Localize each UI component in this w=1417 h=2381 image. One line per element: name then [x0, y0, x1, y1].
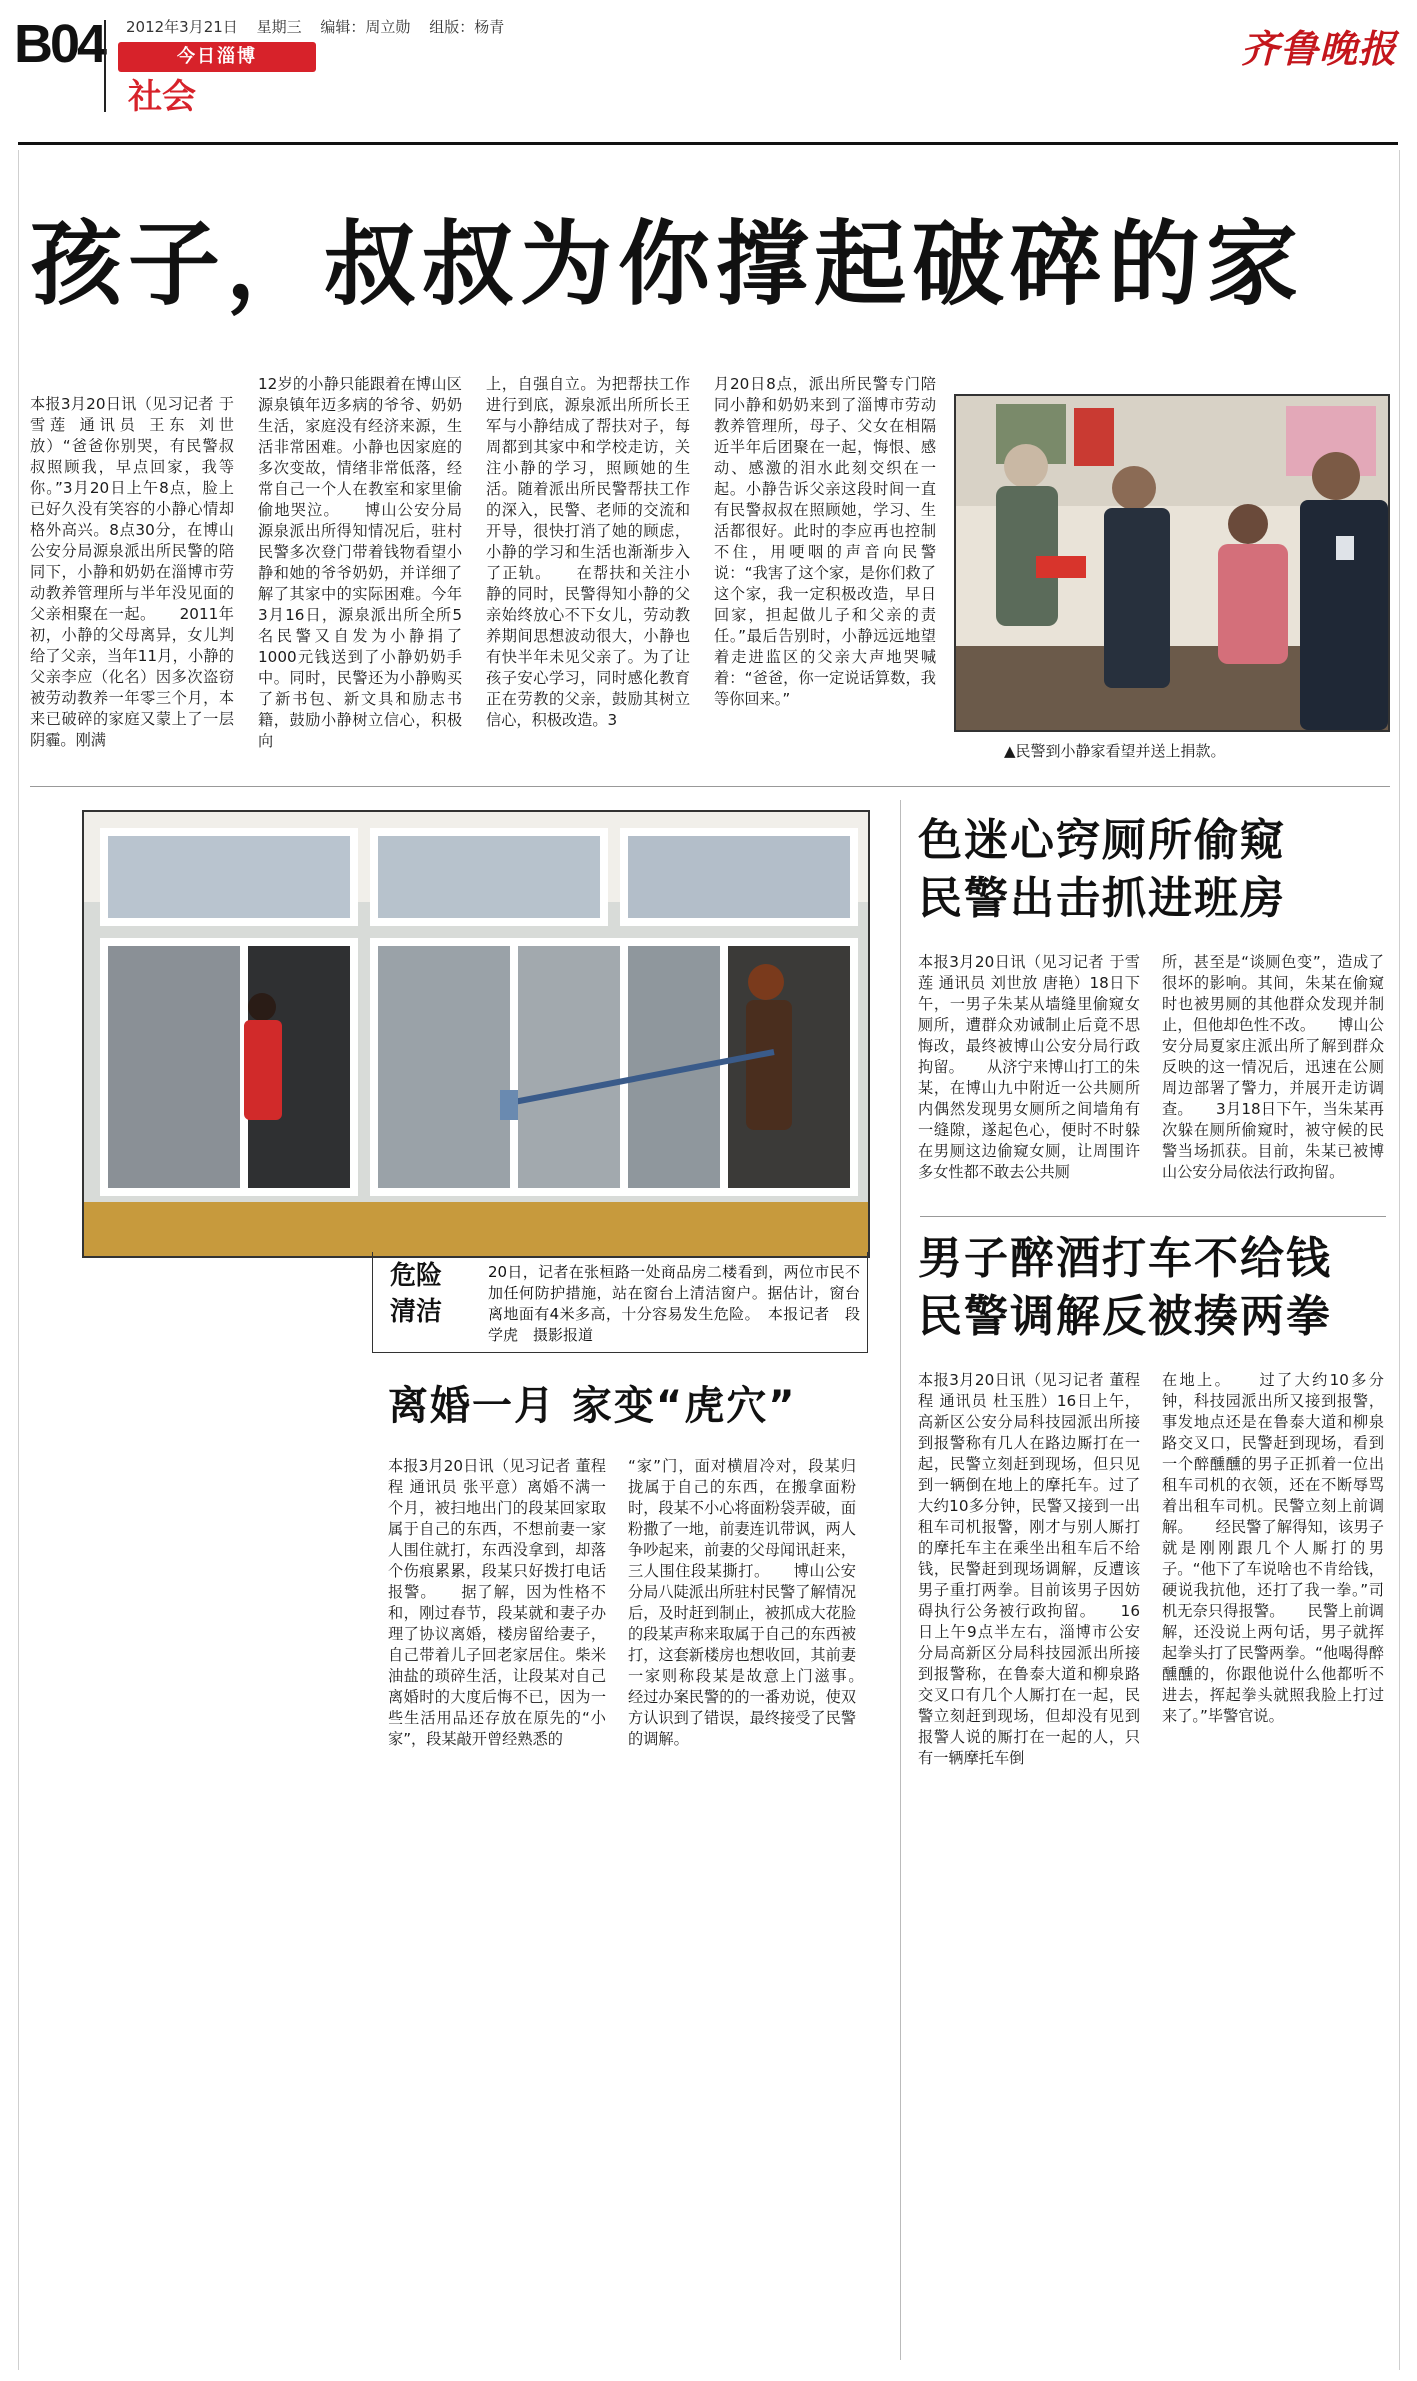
section-title: 社会	[128, 77, 196, 117]
issue-editor: 编辑：周立勋	[320, 18, 411, 36]
issue-layout: 组版：杨青	[429, 18, 505, 36]
main-headline: 孩子，叔叔为你撑起破碎的家	[30, 211, 1305, 318]
drunk-column-1: 本报3月20日讯（见习记者 董程程 通讯员 杜玉胜）16日上午，高新区公安分局科技园派出所接到报警称有几人在路边厮打在一起，民警立刻赶到现场，但只见到一辆倒在地上的摩托车。过了大约10多分钟，民警又接到一出租车司机报警，刚才与别人厮打的摩托车主在乘坐出租车后不给钱，民警赶到现场调解，反遭该男子重打两拳。目前该男子因妨碍执行公务被行政拘留。 16日上午9点半左右，淄博市公安分局高新区分局科技园派出所接到报警称，在鲁泰大道和柳泉路交叉口有几个人厮打在一起，民警立刻赶到现场，但却没有见到报警人说的厮打在一起的人，只有一辆摩托车倒	[918, 1371, 1140, 1767]
window-cleaning-photo	[82, 810, 870, 1258]
window-title-line1: 危险	[390, 1261, 443, 1291]
right-divider	[920, 1216, 1386, 1217]
main-column-4: 月20日8点，派出所民警专门陪同小静和奶奶来到了淄博市劳动教养管理所，母子、父女在相隔近半年后团聚在一起，悔恨、感动、感激的泪水此刻交织在一起。小静告诉父亲这段时间一直有民警叔叔在照顾她，学习、生活都很好。此时的李应再也控制不住，用哽咽的声音向民警说：“我害了这个家，是你们救了这个家，我一定积极改造，早日回家，担起做儿子和父亲的责任。”最后告别时，小静远远地望着走进监区的父亲大声地哭喊着：“爸爸，你一定说话算数，我等你回来。”	[714, 375, 936, 708]
divorce-column-2: “家”门，面对横眉冷对，段某归拢属于自己的东西，在搬拿面粉时，段某不小心将面粉袋弄破，面粉撒了一地，前妻连讥带讽，两人争吵起来，前妻的父母闻讯赶来，三人围住段某撕打。 博山公安分局八陡派出所驻村民警了解情况后，及时赶到制止，被抓成大花脸的段某声称来取属于自己的东西被打，这套新楼房也想收回，其前妻一家则称段某是故意上门滋事。 经过办案民警的的一番劝说，使双方认识到了错误，最终接受了民警的调解。	[628, 1457, 887, 1748]
issue-date: 2012年3月21日	[126, 18, 238, 36]
section-tab-label: 今日淄博	[177, 46, 257, 67]
main-column-3: 上，自强自立。为把帮扶工作进行到底，源泉派出所所长王军与小静结成了帮扶对子，每周都到其家中和学校走访，关注小静的学习，照顾她的生活。随着派出所民警帮扶工作的深入，民警、老师的交流和开导，很快打消了她的顾虑，小静的学习和生活也渐渐步入了正轨。 在帮扶和关注小静的同时，民警得知小静的父亲始终放心不下女儿，劳动教养期间思想波动很大，小静也有快半年未见父亲了。为了让孩子安心学习，同时感化教育正在劳教的父亲，鼓励其树立信心，积极改造。3	[486, 375, 690, 729]
header-divider	[104, 20, 106, 112]
drunk-column-2: 在地上。 过了大约10多分钟，科技园派出所又接到报警，事发地点还是在鲁泰大道和柳泉路交叉口，民警赶到现场，看到一个醉醺醺的男子正抓着一位出租车司机的衣领，还在不断辱骂着出租车司机。民警立刻上前调解。 经民警了解得知，该男子就是刚刚跟几个人厮打的男子。“他下了车说啥也不肯给钱，硬说我抗他，还打了我一拳。”司机无奈只得报警。 民警上前调解，还没说上两句话，男子就挥起拳头打了民警两拳。“他喝得醉醺醺的，你跟他说什么他都听不进去，挥起拳头就照我脸上打过来了。”毕警官说。	[1162, 1371, 1384, 1725]
section-tab	[118, 42, 316, 72]
peep-column-2: 所，甚至是“谈厕色变”，造成了很坏的影响。其间，朱某在偷窥时也被男厕的其他群众发现并制止，但他却色性不改。 博山公安分局夏家庄派出所了解到群众反映的这一情况后，迅速在公厕周边部署了警力，并展开走访调查。 3月18日下午，当朱某再次躲在厕所偷窥时，被守候的民警当场抓获。目前，朱某已被博山公安分局依法行政拘留。	[1162, 953, 1384, 1181]
section-divider	[30, 786, 1390, 787]
divorce-story-title: 离婚一月 家变“虎穴”	[388, 1383, 797, 1429]
police-visit-photo	[954, 394, 1390, 732]
issue-meta	[126, 16, 518, 37]
newspaper-logo: 齐鲁晚报	[1240, 26, 1397, 71]
peep-column-1: 本报3月20日讯（见习记者 于雪莲 通讯员 刘世放 唐艳）18日下午，一男子朱某从墙缝里偷窥女厕所，遭群众劝诫制止后竟不思悔改，最终被博山公安分局行政拘留。 从济宁来博山打工的朱某，在博山九中附近一公共厕所内偶然发现男女厕所之间墙角有一缝隙，遂起色心，便时不时躲在男厕这边偷窥女厕，让周围许多女性都不敢去公共厕	[918, 953, 1140, 1181]
main-column-2: 12岁的小静只能跟着在博山区源泉镇年迈多病的爷爷、奶奶生活，家庭没有经济来源，生活非常困难。小静也因家庭的多次变故，情绪非常低落，经常自己一个人在教室和家里偷偷地哭泣。 博山公安分局源泉派出所得知情况后，驻村民警多次登门带着钱物看望小静和她的爷爷奶奶，并详细了解了其家中的实际困难。今年3月16日，源泉派出所全所5名民警又自发为小静捐了1000元钱送到了小静奶奶手中。同时，民警还为小静购买了新书包、新文具和励志书籍，鼓励小静树立信心，积极向	[258, 375, 462, 750]
main-column-1: 本报3月20日讯（见习记者 于雪莲 通讯员 王东 刘世放）“爸爸你别哭，有民警叔叔照顾我，早点回家，我等你。”3月20日上午8点，脸上已好久没有笑容的小静心情却格外高兴。8点30分，在博山公安分局源泉派出所民警的陪同下，小静和奶奶在淄博市劳动教养管理所与半年没见面的父亲相聚在一起。 2011年初，小静的父母离异，女儿判给了父亲，当年11月，小静的父亲李应（化名）因多次盗窃被劳动教养一年零三个月，本来已破碎的家庭又蒙上了一层阴霾。刚满	[30, 395, 234, 749]
header-rule	[18, 142, 1398, 145]
divorce-column-1: 本报3月20日讯（见习记者 董程程 通讯员 张平意）离婚不满一个月，被扫地出门的段某回家取属于自己的东西，不想前妻一家人围住就打，东西没拿到，却落个伤痕累累，段某只好拨打电话报警。 据了解，因为性格不和，刚过春节，段某就和妻子办理了协议离婚，楼房留给妻子，自己带着儿子回老家居住。柴米油盐的琐碎生活，让段某对自己离婚时的大度后悔不已，因为一些生活用品还存放在原先的“小家”，段某敲开曾经熟悉的	[388, 1457, 606, 1748]
window-story-title	[390, 1258, 442, 1330]
page-number: B04	[14, 14, 105, 74]
window-title-line2: 清洁	[390, 1297, 443, 1327]
drunk-story-title-1: 男子醉酒打车不给钱	[918, 1233, 1332, 1284]
issue-weekday: 星期三	[256, 18, 302, 36]
peep-story-title-1: 色迷心窍厕所偷窥	[918, 815, 1286, 866]
photo-caption: ▲民警到小静家看望并送上捐款。	[1004, 742, 1226, 760]
window-story-text: 20日，记者在张桓路一处商品房二楼看到，两位市民不加任何防护措施，站在窗台上清洁窗户。据估计，窗台离地面有4米多高，十分容易发生危险。 本报记者 段学虎 摄影报道	[488, 1263, 860, 1344]
peep-story-title-2: 民警出击抓进班房	[918, 873, 1286, 924]
drunk-story-title-2: 民警调解反被揍两拳	[918, 1291, 1332, 1342]
column-divider	[900, 800, 901, 2360]
